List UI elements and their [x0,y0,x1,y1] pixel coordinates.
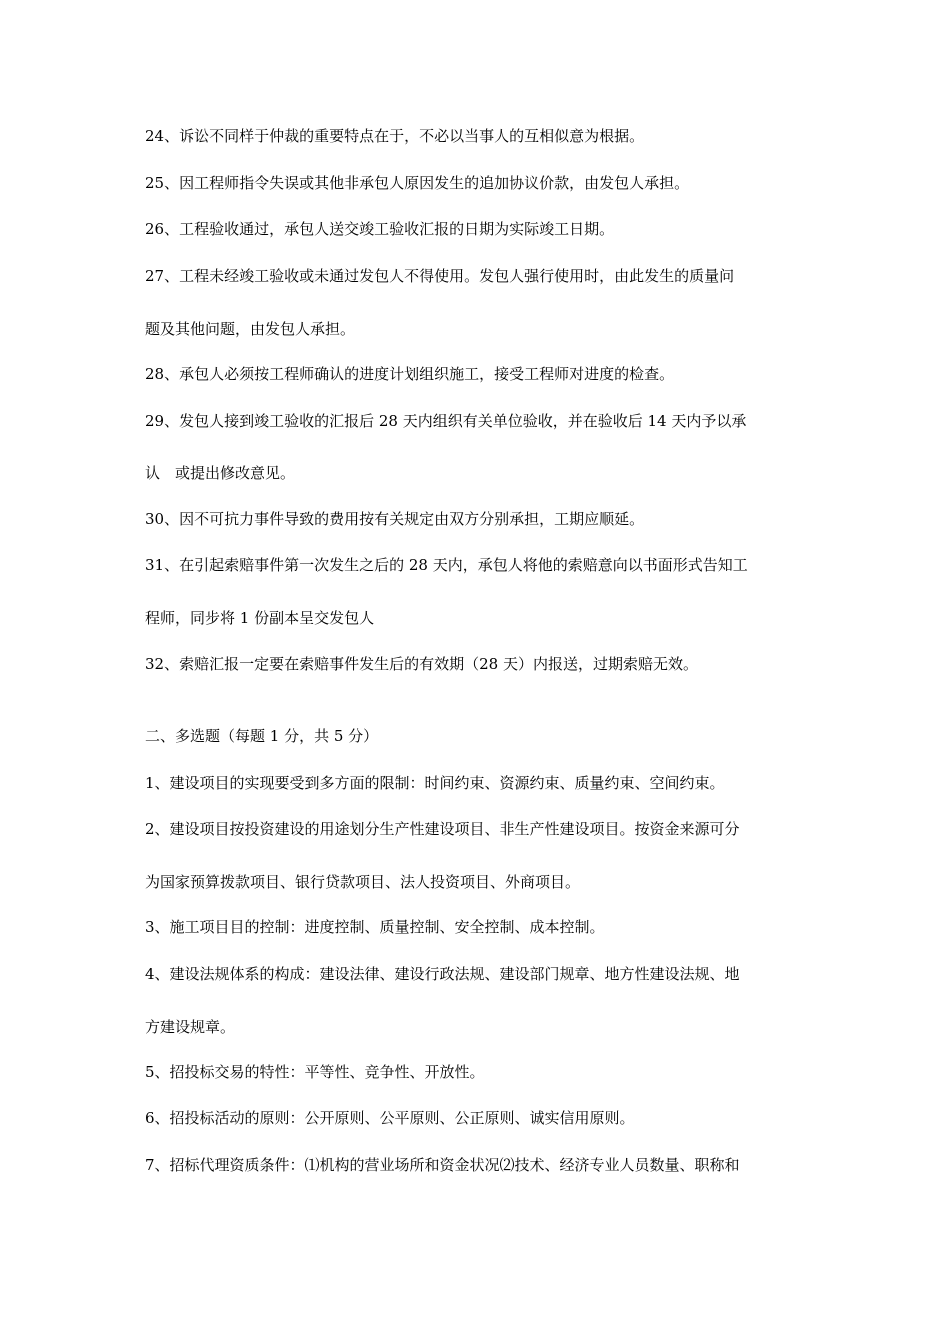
paragraph-line-mc-6: 6、招投标活动的原则：公开原则、公平原则、公正原则、诚实信用原则。 [145,1109,635,1127]
paragraph-line-29-cont: 认 或提出修改意见。 [145,464,296,482]
paragraph-line-32: 32、索赔汇报一定要在索赔事件发生后的有效期（28 天）内报送，过期索赔无效。 [145,655,698,673]
paragraph-line-mc-2-cont: 为国家预算拨款项目、银行贷款项目、法人投资项目、外商项目。 [145,873,581,891]
paragraph-line-31: 31、在引起索赔事件第一次发生之后的 28 天内，承包人将他的索赔意向以书面形式告知工 [145,556,748,574]
paragraph-line-24: 24、诉讼不同样于仲裁的重要特点在于，不必以当事人的互相似意为根据。 [145,127,645,145]
paragraph-line-27: 27、工程未经竣工验收或未通过发包人不得使用。发包人强行使用时，由此发生的质量问 [145,267,735,285]
paragraph-line-mc-1: 1、建设项目的实现要受到多方面的限制：时间约束、资源约束、质量约束、空间约束。 [145,774,725,792]
paragraph-line-mc-4-cont: 方建设规章。 [145,1018,236,1036]
paragraph-line-28: 28、承包人必须按工程师确认的进度计划组织施工，接受工程师对进度的检查。 [145,365,675,383]
paragraph-line-30: 30、因不可抗力事件导致的费用按有关规定由双方分别承担，工期应顺延。 [145,510,645,528]
paragraph-line-29: 29、发包人接到竣工验收的汇报后 28 天内组织有关单位验收，并在验收后 14 天内予以承 [145,412,747,430]
paragraph-line-26: 26、工程验收通过，承包人送交竣工验收汇报的日期为实际竣工日期。 [145,220,615,238]
paragraph-line-25: 25、因工程师指令失误或其他非承包人原因发生的追加协议价款，由发包人承担。 [145,174,690,192]
paragraph-line-mc-4: 4、建设法规体系的构成：建设法律、建设行政法规、建设部门规章、地方性建设法规、地 [145,965,740,983]
paragraph-line-mc-2: 2、建设项目按投资建设的用途划分生产性建设项目、非生产性建设项目。按资金来源可分 [145,820,740,838]
paragraph-line-27-cont: 题及其他问题，由发包人承担。 [145,320,356,338]
paragraph-line-mc-7: 7、招标代理资质条件：⑴机构的营业场所和资金状况⑵技术、经济专业人员数量、职称和 [145,1156,740,1174]
paragraph-line-mc-3: 3、施工项目目的控制：进度控制、质量控制、安全控制、成本控制。 [145,918,605,936]
paragraph-line-31-cont: 程师，同步将 1 份副本呈交发包人 [145,609,375,627]
paragraph-line-mc-5: 5、招投标交易的特性：平等性、竞争性、开放性。 [145,1063,485,1081]
section-heading-multiple-choice: 二、多选题（每题 1 分，共 5 分） [145,727,379,745]
